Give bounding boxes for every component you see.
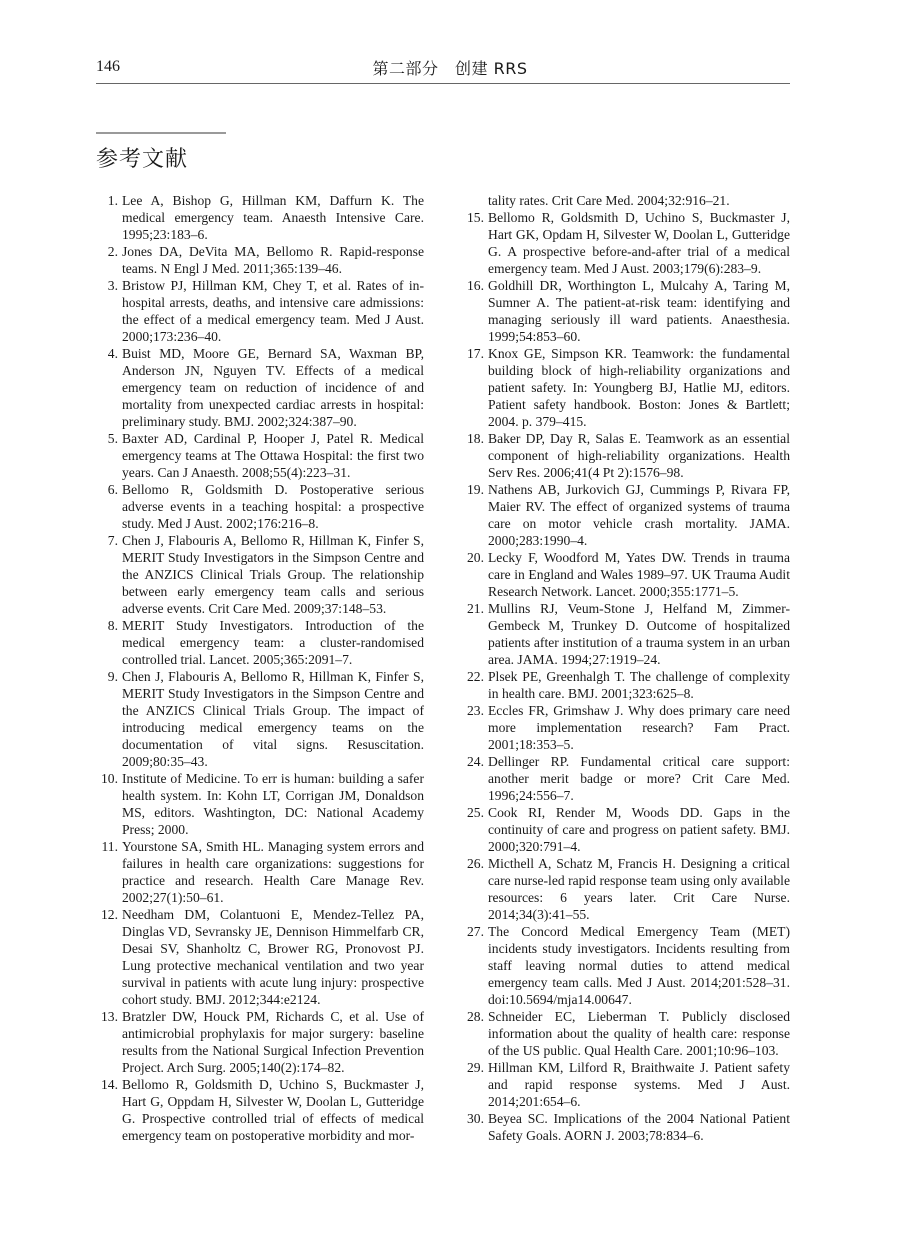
reference-item	[98, 277, 424, 345]
reference-number: 26.	[467, 856, 484, 871]
reference-item	[464, 923, 790, 1008]
reference-number: 6.	[107, 482, 118, 497]
reference-item	[464, 1110, 790, 1144]
reference-text: Bratzler DW, Houck PM, Richards C, et al. Use of antimicrobial prophylaxis for major surgery: baseline results from the National Surgical Infection Prevention Project. Arch Surg. 2005;140(2):174–82.	[122, 1009, 424, 1075]
reference-number: 24.	[467, 754, 484, 769]
reference-item	[98, 838, 424, 906]
reference-text: Lee A, Bishop G, Hillman KM, Daffurn K. The medical emergency team. Anaesth Intensive Care. 1995;23:183–6.	[122, 193, 424, 242]
reference-number: 30.	[467, 1111, 484, 1126]
reference-number: 19.	[467, 482, 484, 497]
reference-text: Schneider EC, Lieberman T. Publicly disclosed information about the quality of health care: response of the US public. Qual Health Care. 2001;10:96–103.	[488, 1009, 790, 1058]
reference-item	[98, 770, 424, 838]
reference-number: 27.	[467, 924, 484, 939]
reference-text: Yourstone SA, Smith HL. Managing system errors and failures in health care organizations: suggestions for practice and research. Health Care Manage Rev. 2002;27(1):50–61.	[122, 839, 424, 905]
reference-item	[98, 192, 424, 243]
reference-text: Baker DP, Day R, Salas E. Teamwork as an essential component of high-reliability organizations. Health Serv Res. 2006;41(4 Pt 2):1576–98.	[488, 431, 790, 480]
reference-item	[464, 668, 790, 702]
reference-item	[98, 532, 424, 617]
reference-number: 9.	[107, 669, 118, 684]
reference-item	[98, 481, 424, 532]
reference-text: Lecky F, Woodford M, Yates DW. Trends in trauma care in England and Wales 1989–97. UK Trauma Audit Research Network. Lancet. 2000;355:1771–5.	[488, 550, 790, 599]
reference-text: Mullins RJ, Veum-Stone J, Helfand M, Zimmer-Gembeck M, Trunkey D. Outcome of hospitalized patients after institution of a trauma system in an urban area. JAMA. 1994;27:1919–24.	[488, 601, 790, 667]
reference-number: 28.	[467, 1009, 484, 1024]
reference-item	[464, 481, 790, 549]
reference-number: 17.	[467, 346, 484, 361]
reference-number: 2.	[107, 244, 118, 259]
reference-number: 5.	[107, 431, 118, 446]
reference-item	[464, 855, 790, 923]
reference-item	[464, 549, 790, 600]
reference-text: Eccles FR, Grimshaw J. Why does primary care need more implementation research? Fam Pract. 2001;18:353–5.	[488, 703, 790, 752]
reference-item	[98, 617, 424, 668]
reference-number: 18.	[467, 431, 484, 446]
reference-number: 14.	[101, 1077, 118, 1092]
reference-item	[464, 702, 790, 753]
reference-item	[464, 753, 790, 804]
reference-item	[464, 209, 790, 277]
reference-number: 8.	[107, 618, 118, 633]
reference-text: Hillman KM, Lilford R, Braithwaite J. Patient safety and rapid response systems. Med J Aust. 2014;201:654–6.	[488, 1060, 790, 1109]
reference-text: Institute of Medicine. To err is human: building a safer health system. In: Kohn LT, Corrigan JM, Donaldson MS, editors. Washtington, DC: National Academy Press; 2000.	[122, 771, 424, 837]
reference-number: 12.	[101, 907, 118, 922]
reference-number: 3.	[107, 278, 118, 293]
reference-text: Jones DA, DeVita MA, Bellomo R. Rapid-response teams. N Engl J Med. 2011;365:139–46.	[122, 244, 424, 276]
reference-text: Micthell A, Schatz M, Francis H. Designing a critical care nurse-led rapid response team using only available resources: 6 years later. Crit Care Nurse. 2014;34(3):41–55.	[488, 856, 790, 922]
running-head: 第二部分 创建 RRS	[372, 59, 528, 78]
reference-text: Knox GE, Simpson KR. Teamwork: the fundamental building block of high-reliability organizations and patient safety. In: Youngberg BJ, Hatlie MJ, editors. Patient safety handbook. Boston: Jones & Bartlett; 2004. p. 379–415.	[488, 346, 790, 429]
reference-number: 23.	[467, 703, 484, 718]
reference-item	[98, 243, 424, 277]
reference-text: Baxter AD, Cardinal P, Hooper J, Patel R. Medical emergency teams at The Ottawa Hospital: the first two years. Can J Anaesth. 2008;55(4):223–31.	[122, 431, 424, 480]
reference-text: Cook RI, Render M, Woods DD. Gaps in the continuity of care and progress on patient safety. BMJ. 2000;320:791–4.	[488, 805, 790, 854]
reference-item	[98, 1008, 424, 1076]
reference-number: 1.	[107, 193, 118, 208]
reference-text: Dellinger RP. Fundamental critical care support: another merit badge or more? Crit Care Med. 1996;24:556–7.	[488, 754, 790, 803]
reference-number: 11.	[101, 839, 118, 854]
reference-text: Nathens AB, Jurkovich GJ, Cummings P, Rivara FP, Maier RV. The effect of organized systems of trauma care on motor vehicle crash mortality. JAMA. 2000;283:1990–4.	[488, 482, 790, 548]
reference-text: Plsek PE, Greenhalgh T. The challenge of complexity in health care. BMJ. 2001;323:625–8.	[488, 669, 790, 701]
reference-item	[98, 1076, 424, 1144]
reference-item	[464, 277, 790, 345]
reference-text: Bristow PJ, Hillman KM, Chey T, et al. Rates of in-hospital arrests, deaths, and intensive care admissions: the effect of a medical emergency team. Med J Aust. 2000;173:236–40.	[122, 278, 424, 344]
reference-number: 21.	[467, 601, 484, 616]
reference-text: Bellomo R, Goldsmith D. Postoperative serious adverse events in a teaching hospital: a prospective study. Med J Aust. 2002;176:216–8.	[122, 482, 424, 531]
reference-item	[464, 600, 790, 668]
reference-item	[98, 345, 424, 430]
reference-number: 15.	[467, 210, 484, 225]
reference-number: 20.	[467, 550, 484, 565]
reference-item	[464, 430, 790, 481]
reference-item	[98, 906, 424, 1008]
reference-number: 16.	[467, 278, 484, 293]
reference-item	[98, 668, 424, 770]
reference-continuation: tality rates. Crit Care Med. 2004;32:916–21.	[488, 193, 730, 208]
references-left-column	[98, 192, 424, 1144]
section-title: 参考文献	[96, 147, 189, 172]
reference-number: 29.	[467, 1060, 484, 1075]
reference-number: 25.	[467, 805, 484, 820]
page-number: 146	[96, 58, 120, 75]
reference-item	[464, 1059, 790, 1110]
reference-item	[98, 430, 424, 481]
references-right-column	[464, 192, 790, 1144]
header-rule	[96, 83, 790, 84]
reference-number: 4.	[107, 346, 118, 361]
reference-text: Chen J, Flabouris A, Bellomo R, Hillman K, Finfer S, MERIT Study Investigators in the Simpson Centre and the ANZICS Clinical Trials Group. The impact of introducing medical emergency teams on the documentation of vital signs. Resuscitation. 2009;80:35–43.	[122, 669, 424, 769]
reference-number: 22.	[467, 669, 484, 684]
reference-text: Bellomo R, Goldsmith D, Uchino S, Buckmaster J, Hart GK, Opdam H, Silvester W, Doolan L, Gutteridge G. A prospective before-and-after trial of a medical emergency team. Med J Aust. 2003;179(6):283–9.	[488, 210, 790, 276]
reference-text: MERIT Study Investigators. Introduction of the medical emergency team: a cluster-randomised controlled trial. Lancet. 2005;365:2091–7.	[122, 618, 424, 667]
reference-number: 13.	[101, 1009, 118, 1024]
reference-text: The Concord Medical Emergency Team (MET) incidents study investigators. Incidents resulting from staff leaving normal duties to attend medical emergency team calls. Med J Aust. 2014;201:528–31. doi:10.5694/mja14.00647.	[488, 924, 790, 1007]
reference-text: Goldhill DR, Worthington L, Mulcahy A, Taring M, Sumner A. The patient-at-risk team: identifying and managing seriously ill ward patients. Anaesthesia. 1999;54:853–60.	[488, 278, 790, 344]
reference-number: 7.	[107, 533, 118, 548]
reference-text: Beyea SC. Implications of the 2004 National Patient Safety Goals. AORN J. 2003;78:834–6.	[488, 1111, 790, 1143]
reference-item	[464, 804, 790, 855]
reference-item	[464, 345, 790, 430]
reference-number: 10.	[101, 771, 118, 786]
reference-text: Needham DM, Colantuoni E, Mendez-Tellez PA, Dinglas VD, Sevransky JE, Dennison Himmelfarb CR, Desai SV, Shanholtz C, Brower RG, Pronovost PJ. Lung protective mechanical ventilation and two year survival in patients with acute lung injury: prospective cohort study. BMJ. 2012;344:e2124.	[122, 907, 424, 1007]
reference-text: Chen J, Flabouris A, Bellomo R, Hillman K, Finfer S, MERIT Study Investigators in the Simpson Centre and the ANZICS Clinical Trials Group. The relationship between early emergency team calls and serious adverse events. Crit Care Med. 2009;37:148–53.	[122, 533, 424, 616]
reference-item	[464, 1008, 790, 1059]
reference-text: Buist MD, Moore GE, Bernard SA, Waxman BP, Anderson JN, Nguyen TV. Effects of a medical emergency team on reduction of incidence of and mortality from unexpected cardiac arrests in hospital: preliminary study. BMJ. 2002;324:387–90.	[122, 346, 424, 429]
section-rule	[96, 132, 226, 134]
reference-text: Bellomo R, Goldsmith D, Uchino S, Buckmaster J, Hart G, Oppdam H, Silvester W, Doolan L, Gutteridge G. Prospective controlled trial of effects of medical emergency team on postoperative morbidity and mor-	[122, 1077, 424, 1143]
